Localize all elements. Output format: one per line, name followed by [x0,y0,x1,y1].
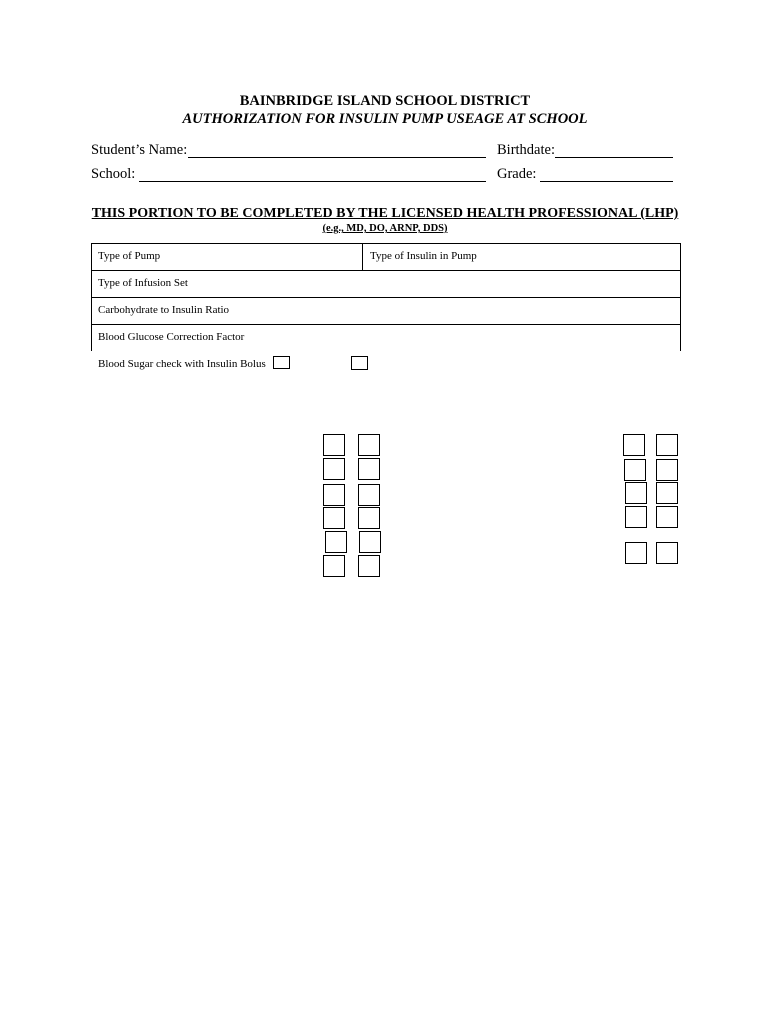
type-of-pump-label: Type of Pump [98,250,161,262]
checkbox[interactable] [624,459,646,481]
birthdate-label: Birthdate: [497,142,555,158]
bg-check-bolus-checkbox-2[interactable] [351,356,368,370]
lhp-section-subheading: (e.g., MD, DO, ARNP, DDS) [322,223,448,234]
checkbox[interactable] [325,531,347,553]
student-name-field[interactable] [188,157,486,158]
checkbox[interactable] [358,555,380,577]
checkbox[interactable] [323,434,345,456]
checkbox[interactable] [656,434,678,456]
checkbox[interactable] [656,542,678,564]
checkbox[interactable] [625,506,647,528]
checkbox[interactable] [358,484,380,506]
checkbox[interactable] [358,458,380,480]
lhp-section-heading: THIS PORTION TO BE COMPLETED BY THE LICENSED HEALTH PROFESSIONAL (LHP) [91,206,679,221]
checkbox[interactable] [359,531,381,553]
grade-field[interactable] [540,181,673,182]
table-row-divider [91,297,681,298]
checkbox[interactable] [358,507,380,529]
district-title: BAINBRIDGE ISLAND SCHOOL DISTRICT [239,93,531,109]
checkbox[interactable] [625,542,647,564]
form-title: AUTHORIZATION FOR INSULIN PUMP USEAGE AT SCHOOL [182,111,588,127]
checkbox[interactable] [323,507,345,529]
student-name-label: Student’s Name: [91,142,188,158]
checkbox[interactable] [358,434,380,456]
bg-check-bolus-checkbox[interactable] [273,356,290,369]
checkbox[interactable] [656,459,678,481]
type-of-infusion-set-label: Type of Infusion Set [98,277,188,289]
checkbox[interactable] [323,458,345,480]
checkbox[interactable] [323,555,345,577]
correction-factor-label: Blood Glucose Correction Factor [98,331,245,343]
table-col-divider [362,243,363,270]
type-of-insulin-label: Type of Insulin in Pump [370,250,477,262]
checkbox[interactable] [623,434,645,456]
birthdate-field[interactable] [555,157,673,158]
grade-label: Grade: [497,166,537,182]
bg-check-bolus-label: Blood Sugar check with Insulin Bolus [98,358,266,370]
checkbox[interactable] [323,484,345,506]
table-border-top [91,243,681,244]
checkbox[interactable] [625,482,647,504]
table-row-divider [91,270,681,271]
table-row-divider [91,324,681,325]
school-field[interactable] [139,181,486,182]
school-label: School: [91,166,136,182]
carb-ratio-label: Carbohydrate to Insulin Ratio [98,304,230,316]
checkbox[interactable] [656,506,678,528]
checkbox[interactable] [656,482,678,504]
